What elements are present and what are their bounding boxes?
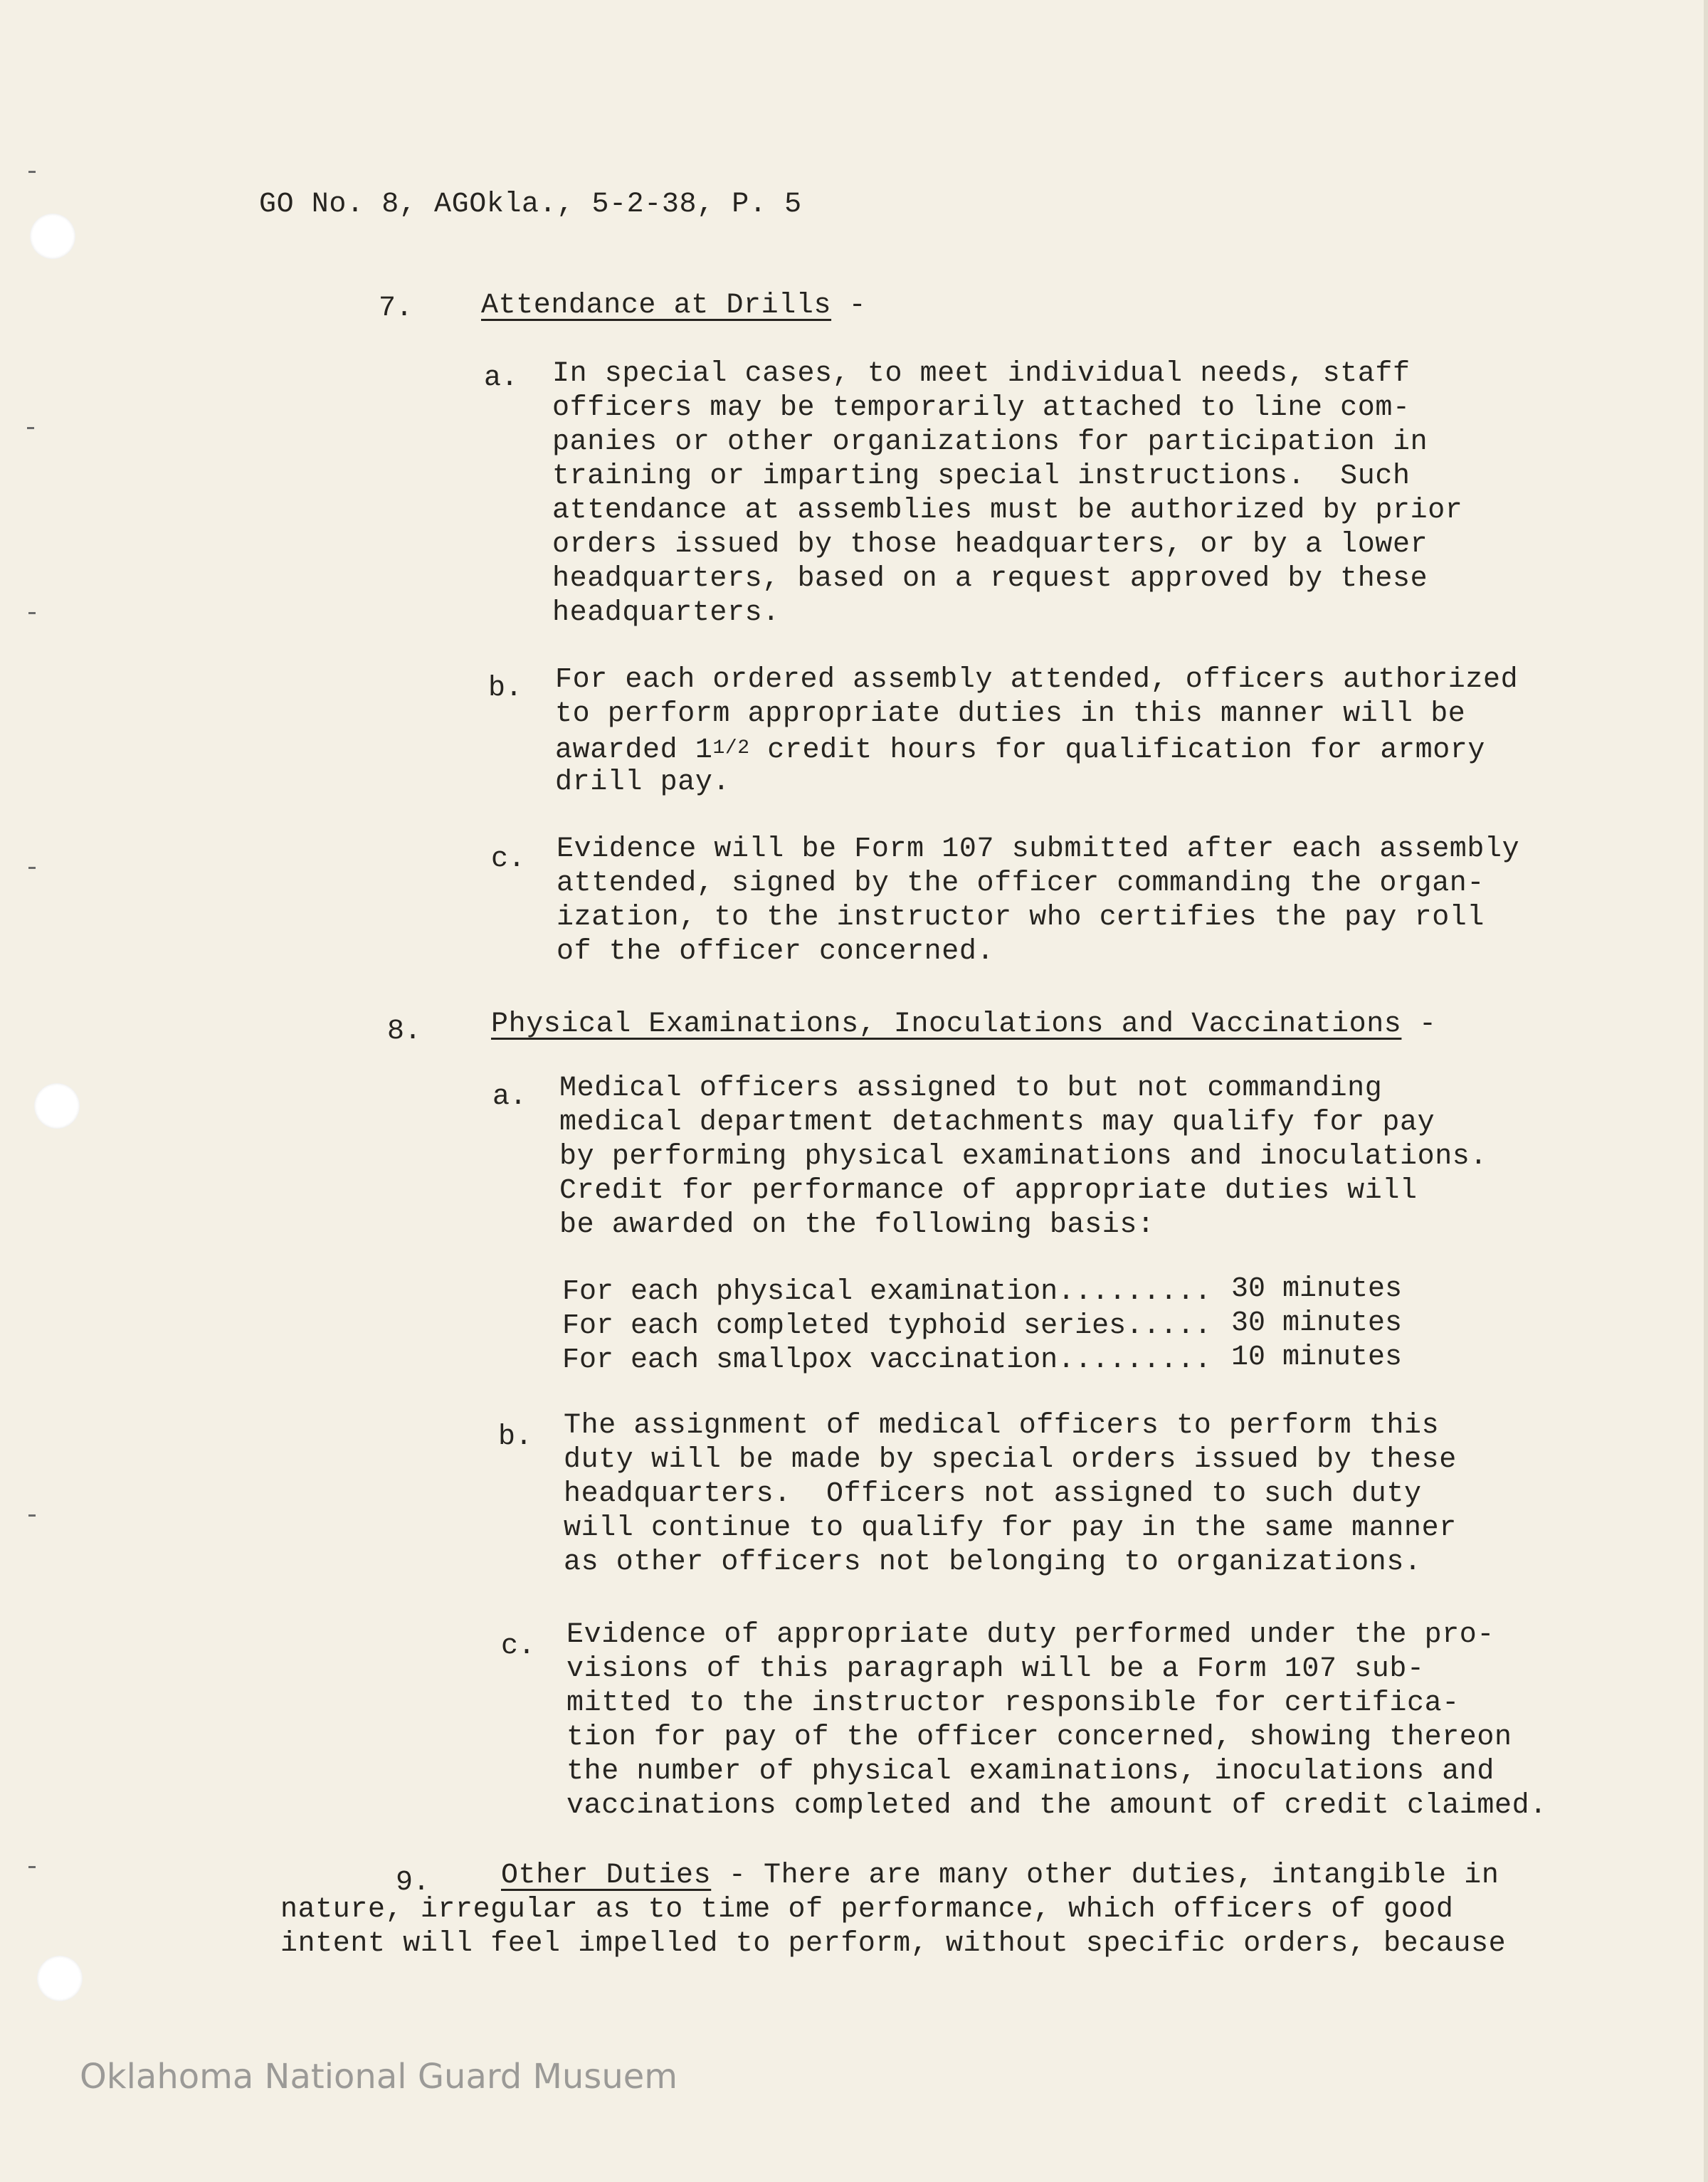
margin-mark [28, 867, 36, 869]
item-8b-line: The assignment of medical officers to perform this [564, 1410, 1440, 1442]
item-7a-line: orders issued by those headquarters, or by a lower [552, 529, 1428, 561]
item-8c-line: mitted to the instructor responsible for certifica- [566, 1687, 1460, 1719]
item-7a-line: officers may be temporarily attached to line com- [552, 392, 1411, 424]
page-edge [1704, 0, 1708, 2182]
margin-mark [27, 427, 34, 429]
item-7c-line: of the officer concerned. [557, 936, 995, 968]
section-9-continuation: nature, irregular as to time of performance, which officers of good [280, 1894, 1454, 1926]
item-7a-line: headquarters. [552, 597, 780, 629]
section-7-heading [481, 289, 866, 323]
schedule-label: For each completed typhoid series..... [562, 1310, 1212, 1342]
section-8-title-suffix: - [1401, 1008, 1437, 1040]
item-8a-line: by performing physical examinations and inoculations. [559, 1141, 1488, 1173]
item-8b-line: headquarters. Officers not assigned to such duty [564, 1478, 1422, 1510]
item-7c-line: Evidence will be Form 107 submitted after each assembly [557, 833, 1520, 865]
item-8c-letter: c. [501, 1630, 536, 1662]
punch-hole-middle [34, 1083, 80, 1129]
page-header: GO No. 8, AGOkla., 5-2-38, P. 5 [259, 189, 802, 221]
item-7b-award: awarded 1 [555, 734, 713, 766]
item-7a-letter: a. [484, 362, 519, 394]
section-8-number: 8. [387, 1016, 422, 1048]
item-7b-award-rest: credit hours for qualification for armory [749, 734, 1486, 766]
item-8b-line: duty will be made by special orders issued by these [564, 1444, 1457, 1476]
item-7a-line: panies or other organizations for participation in [552, 426, 1428, 458]
item-8a-line: Medical officers assigned to but not commanding [559, 1072, 1383, 1105]
section-9-heading [501, 1859, 1499, 1893]
margin-mark [28, 171, 36, 173]
museum-watermark: Oklahoma National Guard Musuem [80, 2057, 678, 2097]
schedule-label: For each physical examination......... [562, 1276, 1212, 1308]
item-8c-line: visions of this paragraph will be a Form 107 sub- [566, 1653, 1425, 1685]
item-8c-line: tion for pay of the officer concerned, showing thereon [566, 1722, 1512, 1754]
item-7b-line-3 [555, 732, 1485, 768]
half-fraction: 1/2 [712, 737, 750, 759]
margin-mark [28, 1866, 36, 1868]
item-8c-line: vaccinations completed and the amount of credit claimed. [566, 1790, 1547, 1822]
item-8a-line: be awarded on the following basis: [559, 1209, 1155, 1241]
item-8b-line: as other officers not belonging to organizations. [564, 1546, 1422, 1578]
item-7b-line: to perform appropriate duties in this manner will be [555, 698, 1466, 730]
section-9-lead: - There are many other duties, intangible in [711, 1860, 1499, 1892]
item-7b-letter: b. [488, 673, 523, 705]
item-7c-letter: c. [491, 843, 526, 875]
item-7b-line: drill pay. [555, 766, 731, 799]
section-7-number: 7. [379, 292, 413, 325]
item-8a-line: medical department detachments may qualify for pay [559, 1107, 1435, 1139]
section-7-title: Attendance at Drills [481, 290, 832, 322]
item-8c-line: the number of physical examinations, inoculations and [566, 1756, 1495, 1788]
section-9-number: 9. [396, 1867, 431, 1899]
item-7a-line: attendance at assemblies must be authorized by prior [552, 495, 1463, 527]
schedule-value: 30 minutes [1231, 1307, 1403, 1339]
section-8-title: Physical Examinations, Inoculations and Vaccinations [491, 1008, 1402, 1040]
section-9-title: Other Duties [501, 1860, 712, 1892]
item-7c-line: attended, signed by the officer commanding the organ- [557, 868, 1485, 900]
item-7c-line: ization, to the instructor who certifies the pay roll [557, 902, 1485, 934]
schedule-label: For each smallpox vaccination......... [562, 1344, 1212, 1376]
section-7-title-suffix: - [831, 290, 867, 322]
item-7a-line: headquarters, based on a request approved by these [552, 563, 1428, 595]
item-8a-line: Credit for performance of appropriate duties will [559, 1175, 1418, 1207]
item-7a-line: training or imparting special instructions. Such [552, 460, 1411, 492]
punch-hole-bottom [37, 1956, 83, 2001]
margin-mark [28, 612, 36, 614]
schedule-value: 10 minutes [1231, 1342, 1403, 1374]
schedule-value: 30 minutes [1231, 1273, 1403, 1305]
item-8b-line: will continue to qualify for pay in the same manner [564, 1512, 1457, 1544]
item-7b-line: For each ordered assembly attended, officers authorized [555, 664, 1519, 696]
item-8b-letter: b. [498, 1421, 533, 1453]
section-8-heading [491, 1008, 1437, 1042]
item-8a-letter: a. [492, 1081, 527, 1113]
section-9-continuation: intent will feel impelled to perform, without specific orders, because [280, 1928, 1507, 1960]
item-8c-line: Evidence of appropriate duty performed under the pro- [566, 1619, 1495, 1651]
margin-mark [28, 1514, 36, 1517]
punch-hole-top [30, 214, 75, 259]
item-7a-line: In special cases, to meet individual needs, staff [552, 358, 1411, 390]
